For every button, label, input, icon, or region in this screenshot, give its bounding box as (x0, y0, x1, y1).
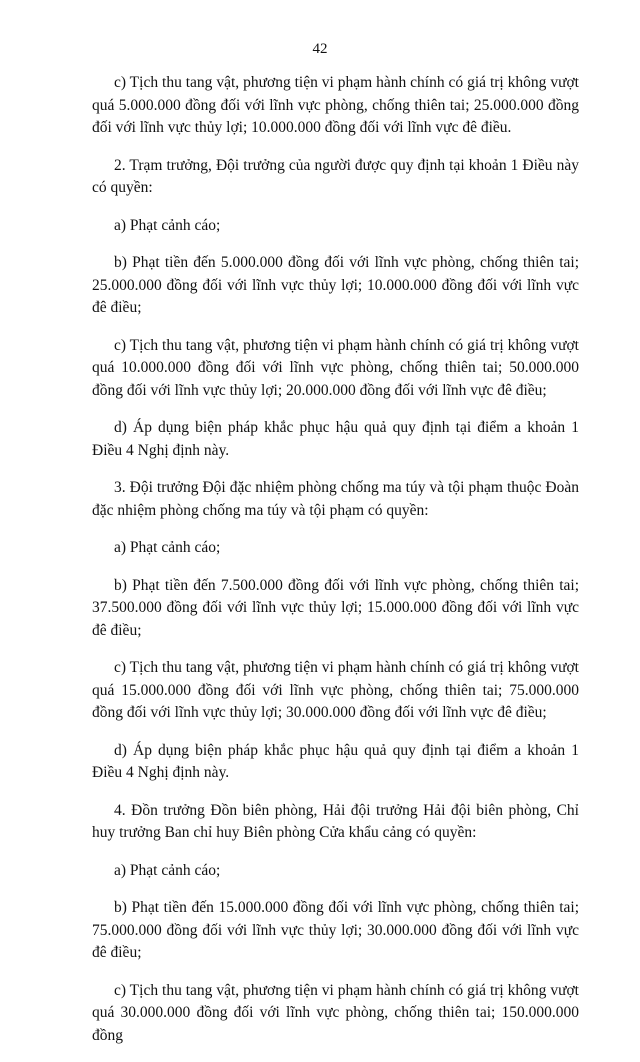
paragraph-clause-3d: d) Áp dụng biện pháp khắc phục hậu quả quy định tại điểm a khoản 1 Điều 4 Nghị định này. (92, 741, 579, 781)
paragraph-clause-2d: d) Áp dụng biện pháp khắc phục hậu quả quy định tại điểm a khoản 1 Điều 4 Nghị định này. (92, 419, 579, 459)
paragraph-clause-3c: c) Tịch thu tang vật, phương tiện vi phạm hành chính có giá trị không vượt quá 15.000.000 đồng đối với lĩnh vực phòng, chống thiên tai; 75.000.000 đồng đối với lĩnh vực thủy lợi; 30.000.000 đồng đối với lĩnh vực đê điều; (92, 659, 579, 721)
paragraph-clause-1c: c) Tịch thu tang vật, phương tiện vi phạm hành chính có giá trị không vượt quá 5.000.000 đồng đối với lĩnh vực phòng, chống thiên tai; 25.000.000 đồng đối với lĩnh vực thủy lợi; 10.000.000 đồng đối với lĩnh vực đê điều. (92, 74, 579, 136)
paragraph-clause-2: 2. Trạm trưởng, Đội trưởng của người được quy định tại khoản 1 Điều này có quyền: (92, 156, 579, 196)
paragraph-clause-3b: b) Phạt tiền đến 7.500.000 đồng đối với lĩnh vực phòng, chống thiên tai; 37.500.000 đồng đối với lĩnh vực thủy lợi; 15.000.000 đồng đối với lĩnh vực đê điều; (92, 576, 579, 639)
paragraph-clause-3: 3. Đội trưởng Đội đặc nhiệm phòng chống ma túy và tội phạm thuộc Đoàn đặc nhiệm phòng chống ma túy và tội phạm có quyền: (92, 479, 579, 519)
paragraph-clause-2b: b) Phạt tiền đến 5.000.000 đồng đối với lĩnh vực phòng, chống thiên tai; 25.000.000 đồng đối với lĩnh vực thủy lợi; 10.000.000 đồng đối với lĩnh vực đê điều; (92, 254, 579, 316)
paragraph-clause-4b: b) Phạt tiền đến 15.000.000 đồng đối với lĩnh vực phòng, chống thiên tai; 75.000.000 đồng đối với lĩnh vực thủy lợi; 30.000.000 đồng đối với lĩnh vực đê điều; (92, 899, 579, 961)
document-body (92, 72, 579, 1062)
paragraph-clause-4c: c) Tịch thu tang vật, phương tiện vi phạm hành chính có giá trị không vượt quá 30.000.000 đồng đối với lĩnh vực phòng, chống thiên tai; 150.000.000 đồng (92, 981, 579, 1044)
paragraph-clause-2c: c) Tịch thu tang vật, phương tiện vi phạm hành chính có giá trị không vượt quá 10.000.000 đồng đối với lĩnh vực phòng, chống thiên tai; 50.000.000 đồng đối với lĩnh vực thủy lợi; 20.000.000 đồng đối với lĩnh vực đê điều; (92, 336, 579, 399)
paragraph-clause-4a: a) Phạt cảnh cáo; (114, 861, 221, 879)
page-number: 42 (312, 41, 328, 57)
paragraph-clause-4: 4. Đồn trưởng Đồn biên phòng, Hải đội trưởng Hải đội biên phòng, Chỉ huy trưởng Ban chỉ huy Biên phòng Cửa khẩu cảng có quyền: (92, 801, 579, 841)
paragraph-clause-2a: a) Phạt cảnh cáo; (114, 216, 221, 234)
paragraph-clause-3a: a) Phạt cảnh cáo; (114, 539, 221, 556)
